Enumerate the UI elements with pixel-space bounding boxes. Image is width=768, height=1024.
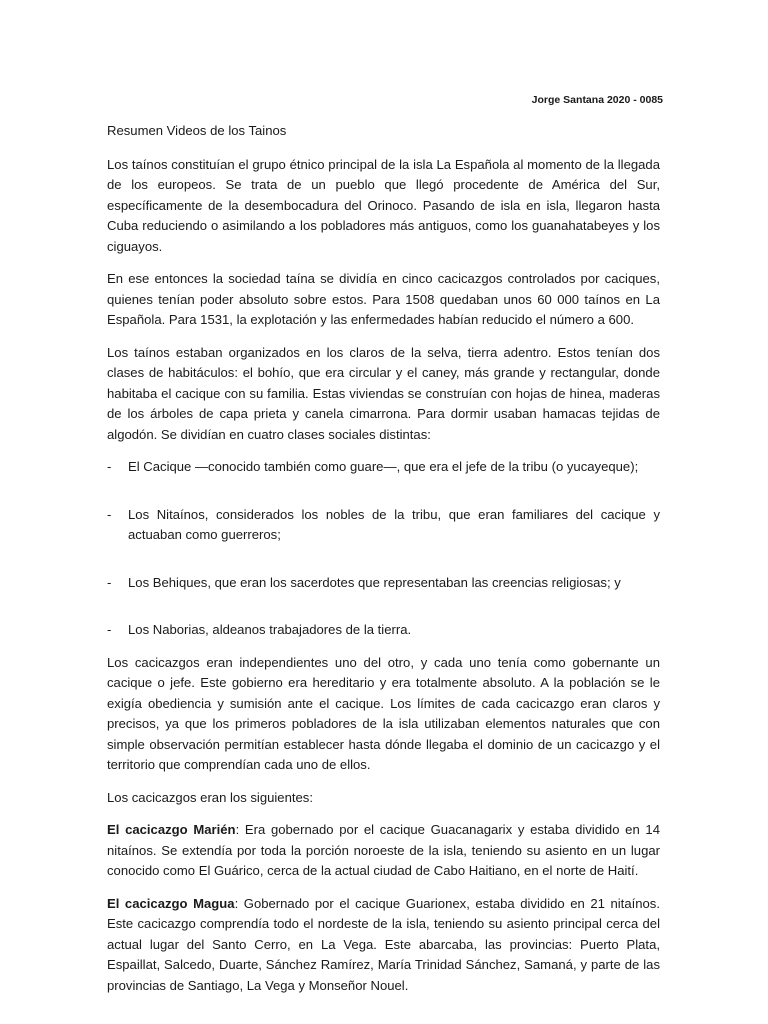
list-item-text: Los Behiques, que eran los sacerdotes que representaban las creencias religiosas; y — [128, 574, 621, 590]
paragraph-list-intro: Los cacicazgos eran los siguientes: — [107, 789, 313, 805]
social-classes-list — [107, 457, 660, 641]
list-item — [107, 620, 660, 641]
marien-text: : Era gobernado por el cacique Guacanagarix y estaba dividido en 14 nitaínos. Se extendía por toda la porción noroeste de la isla, teniendo su asiento en un lugar conocido como El Guárico, cerca de la actual ciudad de Cabo Haitiano, en el norte de Haití. — [107, 822, 660, 878]
paragraph-magua — [107, 894, 660, 997]
list-item — [107, 457, 660, 478]
paragraph-cacicazgos: Los cacicazgos eran independientes uno del otro, y cada uno tenía como gobernante un cacique o jefe. Este gobierno era hereditario y era totalmente absoluto. A la población se le exigía obediencia y sumisión ante el cacique. Los límites de cada cacicazgo eran claros y precisos, ya que los primeros pobladores de la isla utilizaban elementos naturales que con simple observación permitían establecer hasta dónde llegaba el dominio de un cacicazgo y el territorio que comprendían cada uno de ellos. — [107, 654, 660, 772]
paragraph-organization: Los taínos estaban organizados en los claros de la selva, tierra adentro. Estos tenían dos clases de habitáculos: el bohío, que era circular y el caney, más grande y rectangular, donde habitaba el cacique con su familia. Estas viviendas se construían con hojas de hinea, maderas de los árboles de capa prieta y canela cimarrona. Para dormir usaban hamacas tejidas de algodón. Se dividían en cuatro clases sociales distintas: — [107, 344, 660, 442]
magua-heading: El cacicazgo Magua — [107, 895, 235, 911]
list-dash: - — [107, 622, 112, 637]
magua-text: : Gobernado por el cacique Guarionex, estaba dividido en 21 nitaínos. Este cacicazgo comprendía todo el nordeste de la isla, teniendo su asiento principal cerca del actual lugar del Santo Cerro, en La Vega. Este abarcaba, las provincias: Puerto Plata, Espaillat, Salcedo, Duarte, Sánchez Ramírez, María Trinidad Sánchez, Samaná, y parte de las provincias de Santiago, La Vega y Monseñor Nouel. — [107, 895, 660, 993]
list-item-text: Los Naborias, aldeanos trabajadores de la tierra. — [128, 622, 412, 637]
paragraph-society: En ese entonces la sociedad taína se dividía en cinco cacicazgos controlados por caciques, quienes tenían poder absoluto sobre estos. Para 1508 quedaban unos 60 000 taínos en La Española. Para 1531, la explotación y las enfermedades habían reducido el número a 600. — [107, 271, 660, 327]
document-title: Resumen Videos de los Tainos — [107, 123, 287, 138]
list-item-text: El Cacique —conocido también como guare—, que era el jefe de la tribu (o yucayeque); — [128, 459, 639, 474]
list-item-text: Los Nitaínos, considerados los nobles de la tribu, que eran familiares del cacique y actuaban como guerreros; — [128, 506, 660, 542]
list-dash: - — [107, 574, 112, 590]
paragraph-marien — [107, 820, 660, 882]
list-item — [107, 573, 660, 594]
list-dash: - — [107, 459, 112, 474]
list-item — [107, 505, 660, 546]
author-header: Jorge Santana 2020 - 0085 — [531, 94, 663, 106]
list-dash: - — [107, 506, 112, 522]
paragraph-intro: Los taínos constituían el grupo étnico principal de la isla La Española al momento de la llegada de los europeos. Se trata de un pueblo que llegó procedente de América del Sur, específicamente de la desembocadura del Orinoco. Pasando de isla en isla, llegaron hasta Cuba reduciendo o asimilando a los pobladores más antiguos, como los guanahatabeyes y los ciguayos. — [107, 156, 660, 254]
marien-heading: El cacicazgo Marién — [107, 822, 236, 837]
